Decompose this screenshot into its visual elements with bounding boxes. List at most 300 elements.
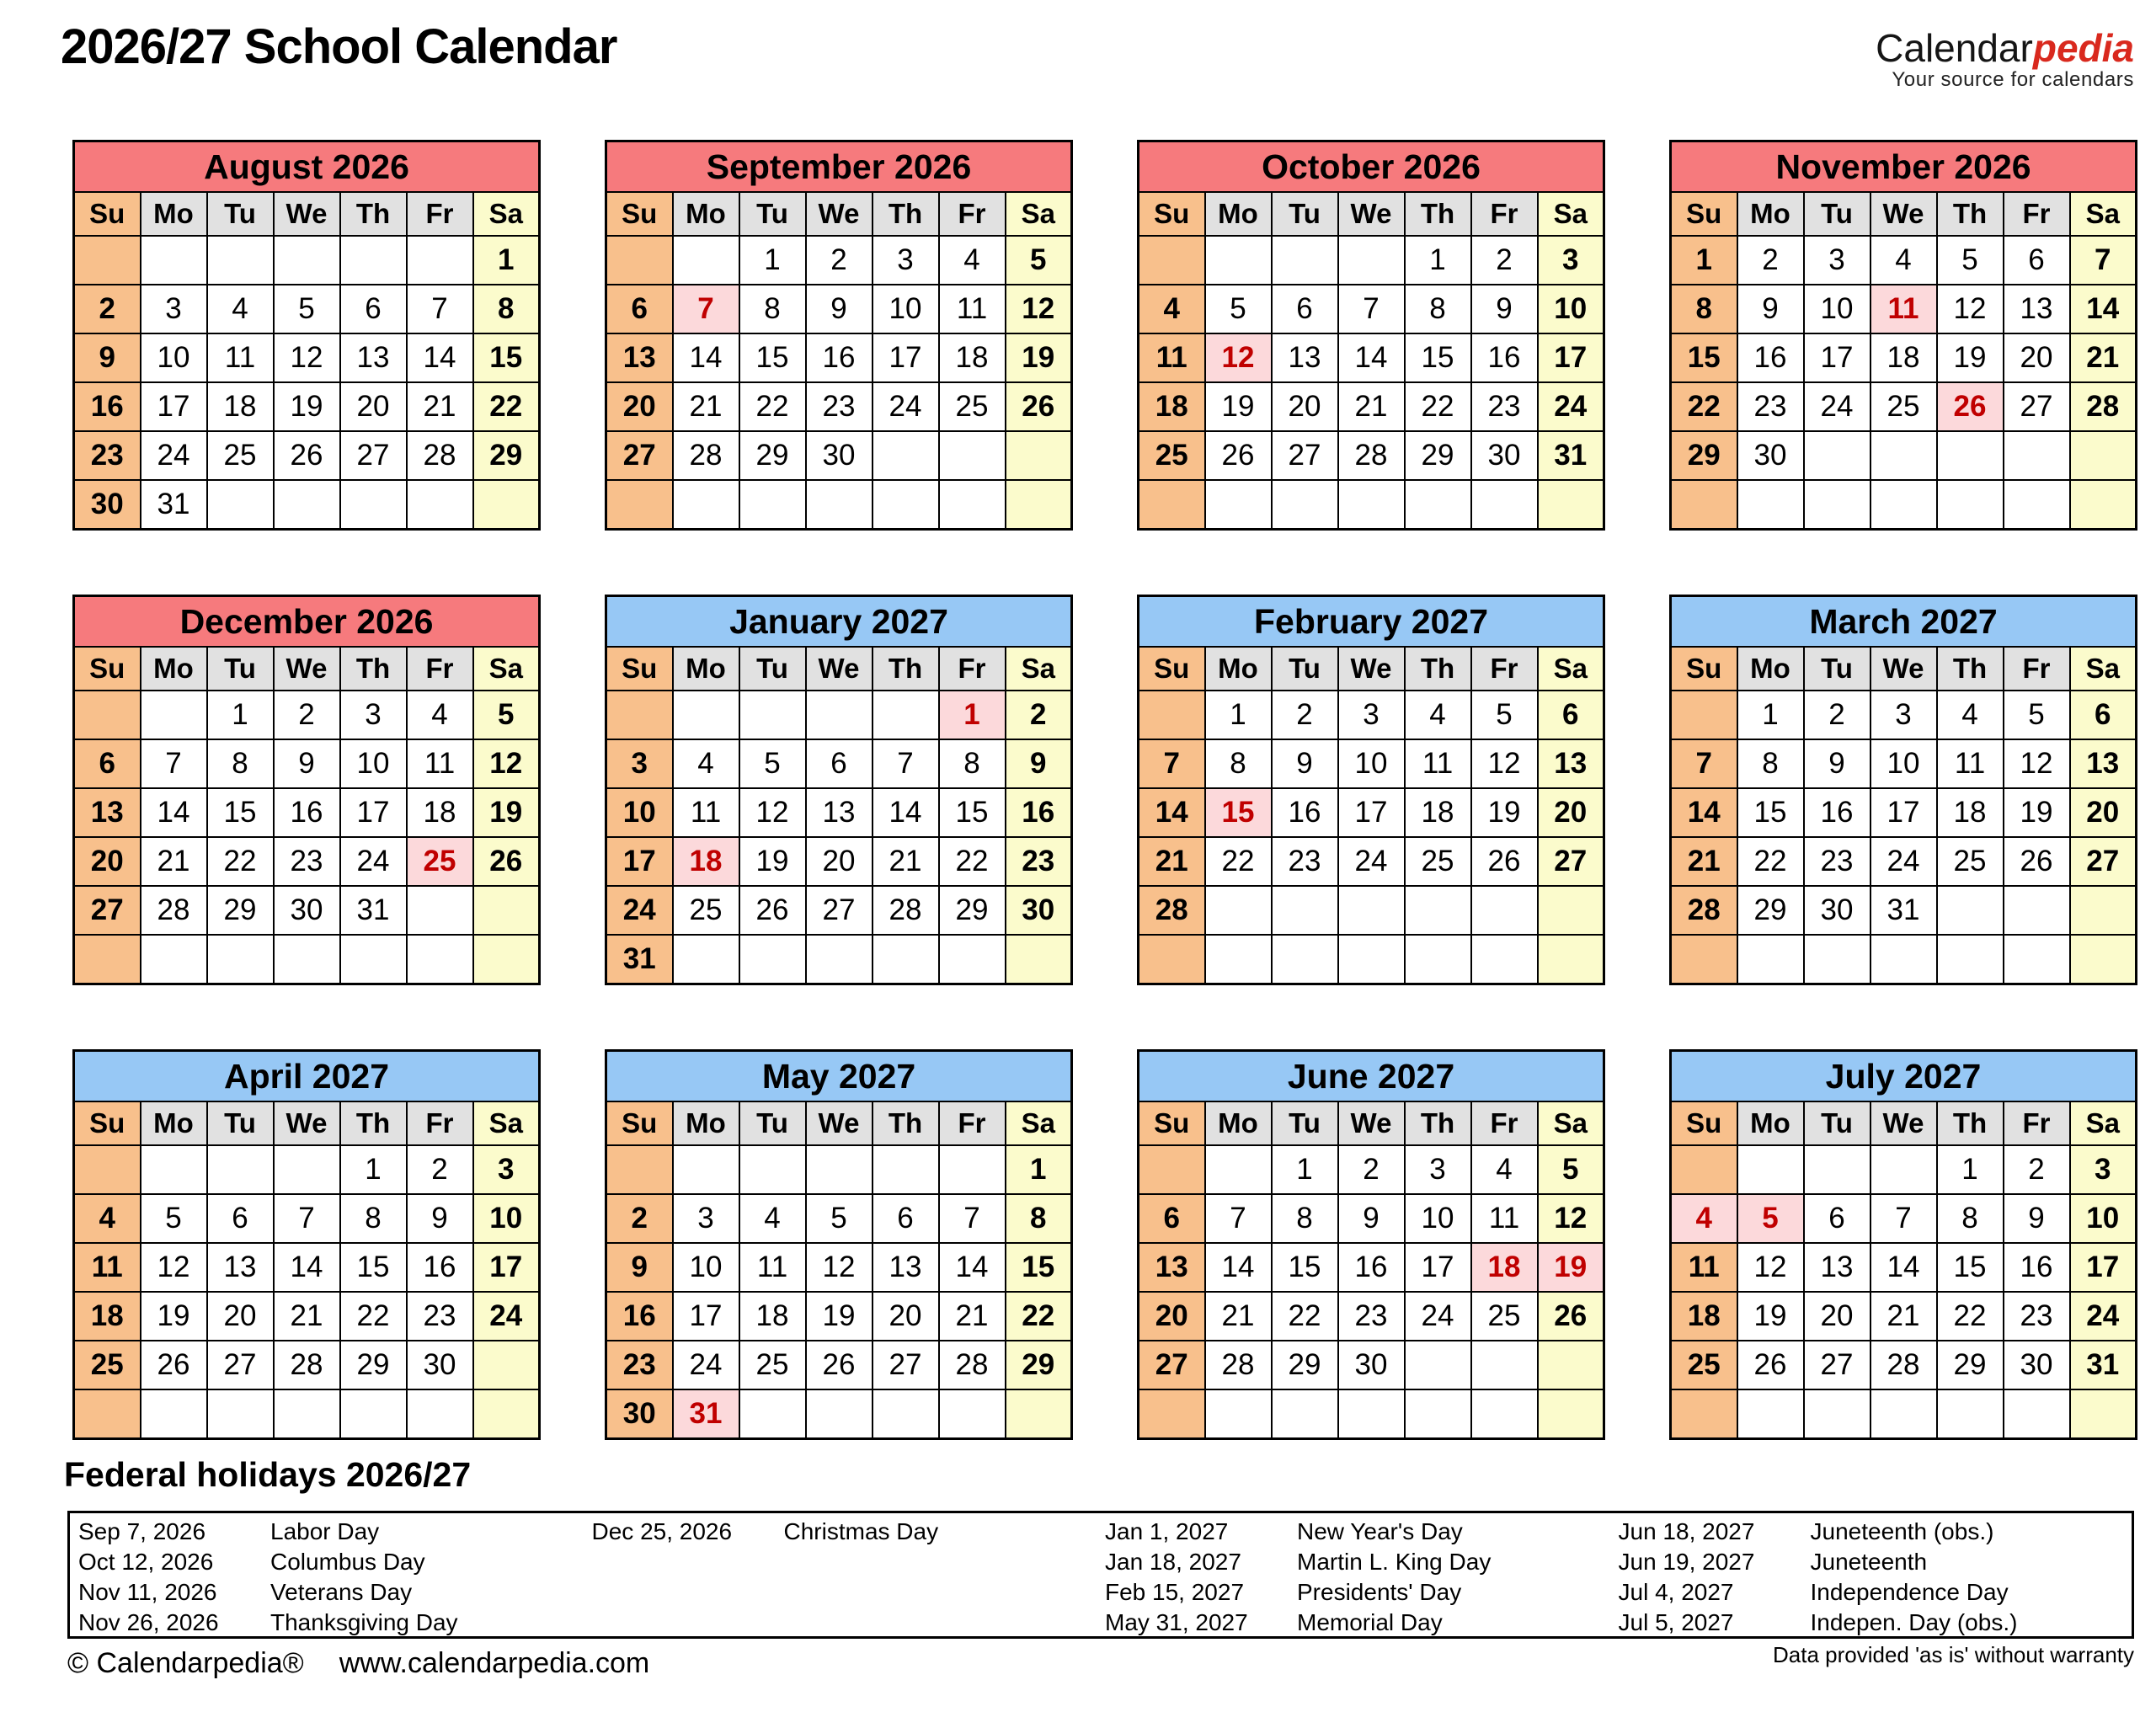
weekday-header-sa: Sa: [473, 647, 540, 691]
day-cell: 23: [407, 1292, 473, 1341]
holiday-name: Presidents' Day: [1297, 1579, 1462, 1605]
day-cell: 6: [340, 285, 407, 333]
month-february-2027: [1137, 595, 1605, 985]
empty-cell: [1139, 1145, 1205, 1194]
day-cell: 9: [1737, 285, 1804, 333]
day-cell: 5: [2004, 691, 2070, 739]
day-cell: 2: [74, 285, 141, 333]
holiday-date: Jun 18, 2027: [1618, 1518, 1755, 1544]
day-cell: 8: [207, 739, 274, 788]
day-cell: 12: [274, 333, 340, 382]
weekday-header-mo: Mo: [673, 192, 739, 236]
empty-cell: [407, 1389, 473, 1439]
empty-cell: [141, 691, 207, 739]
weekday-header-sa: Sa: [2070, 647, 2137, 691]
weekday-header-mo: Mo: [1205, 192, 1272, 236]
holiday-date: Sep 7, 2026: [78, 1518, 206, 1544]
empty-cell: [407, 480, 473, 530]
weekday-header-mo: Mo: [141, 192, 207, 236]
month-header: July 2027: [1671, 1051, 2137, 1102]
empty-cell: [1737, 480, 1804, 530]
holiday-name: Martin L. King Day: [1297, 1549, 1492, 1575]
empty-cell: [1737, 935, 1804, 984]
day-cell: 14: [407, 333, 473, 382]
day-cell: 7: [407, 285, 473, 333]
empty-cell: [1139, 236, 1205, 285]
holiday-entry: [1619, 1577, 2132, 1608]
day-cell: 25: [74, 1341, 141, 1389]
day-cell: 2: [1006, 691, 1072, 739]
holiday-entry: [1105, 1577, 1619, 1608]
day-cell: 3: [1538, 236, 1604, 285]
holiday-cell: 26: [1937, 382, 2004, 431]
day-cell: 8: [1205, 739, 1272, 788]
day-cell: 30: [606, 1389, 673, 1439]
empty-cell: [1405, 1389, 1471, 1439]
day-cell: 19: [1006, 333, 1072, 382]
day-cell: 19: [274, 382, 340, 431]
day-cell: 27: [340, 431, 407, 480]
day-cell: 17: [141, 382, 207, 431]
day-cell: 20: [1804, 1292, 1870, 1341]
day-cell: 16: [1338, 1243, 1405, 1292]
empty-cell: [1671, 691, 1737, 739]
day-cell: 7: [274, 1194, 340, 1243]
day-cell: 9: [1471, 285, 1538, 333]
day-cell: 14: [673, 333, 739, 382]
day-cell: 24: [1405, 1292, 1471, 1341]
day-cell: 11: [739, 1243, 806, 1292]
holiday-cell: 19: [1538, 1243, 1604, 1292]
day-cell: 23: [274, 837, 340, 886]
holiday-date: May 31, 2027: [1105, 1609, 1248, 1635]
day-cell: 1: [340, 1145, 407, 1194]
day-cell: 16: [2004, 1243, 2070, 1292]
empty-cell: [739, 1389, 806, 1439]
day-cell: 12: [739, 788, 806, 837]
day-cell: 22: [1671, 382, 1737, 431]
day-cell: 12: [806, 1243, 873, 1292]
day-cell: 18: [1870, 333, 1937, 382]
day-cell: 29: [1937, 1341, 2004, 1389]
day-cell: 9: [2004, 1194, 2070, 1243]
empty-cell: [2004, 480, 2070, 530]
day-cell: 28: [1338, 431, 1405, 480]
day-cell: 24: [1538, 382, 1604, 431]
weekday-header-th: Th: [1405, 192, 1471, 236]
day-cell: 1: [1671, 236, 1737, 285]
empty-cell: [806, 480, 873, 530]
day-cell: 12: [473, 739, 540, 788]
day-cell: 26: [739, 886, 806, 935]
day-cell: 1: [1006, 1145, 1072, 1194]
empty-cell: [1870, 1389, 1937, 1439]
day-cell: 16: [74, 382, 141, 431]
day-cell: 23: [1804, 837, 1870, 886]
day-cell: 9: [806, 285, 873, 333]
empty-cell: [1471, 480, 1538, 530]
day-cell: 27: [806, 886, 873, 935]
day-cell: 25: [1671, 1341, 1737, 1389]
month-header: March 2027: [1671, 596, 2137, 648]
weekday-header-sa: Sa: [2070, 192, 2137, 236]
day-cell: 31: [340, 886, 407, 935]
day-cell: 3: [1405, 1145, 1471, 1194]
weekday-header-we: We: [806, 192, 873, 236]
logo-wordmark: [1876, 27, 2134, 69]
day-cell: 29: [1405, 431, 1471, 480]
day-cell: 11: [1471, 1194, 1538, 1243]
copyright-text: © Calendarpedia®: [67, 1647, 304, 1679]
day-cell: 20: [1538, 788, 1604, 837]
day-cell: 20: [2070, 788, 2137, 837]
day-cell: 8: [1272, 1194, 1338, 1243]
empty-cell: [1272, 886, 1338, 935]
day-cell: 11: [1671, 1243, 1737, 1292]
day-cell: 2: [606, 1194, 673, 1243]
day-cell: 6: [1272, 285, 1338, 333]
website-link[interactable]: www.calendarpedia.com: [339, 1647, 650, 1679]
federal-holidays-title: Federal holidays 2026/27: [64, 1455, 472, 1494]
day-cell: 10: [2070, 1194, 2137, 1243]
day-cell: 8: [1671, 285, 1737, 333]
holiday-cell: 18: [1471, 1243, 1538, 1292]
empty-cell: [2004, 1389, 2070, 1439]
day-cell: 13: [1139, 1243, 1205, 1292]
empty-cell: [1205, 236, 1272, 285]
day-cell: 8: [473, 285, 540, 333]
empty-cell: [939, 431, 1006, 480]
day-cell: 5: [1538, 1145, 1604, 1194]
month-header: September 2026: [606, 141, 1072, 193]
weekday-header-tu: Tu: [1804, 192, 1870, 236]
day-cell: 25: [673, 886, 739, 935]
day-cell: 2: [1737, 236, 1804, 285]
empty-cell: [141, 1389, 207, 1439]
day-cell: 21: [1338, 382, 1405, 431]
weekday-header-we: We: [1338, 647, 1405, 691]
day-cell: 19: [1471, 788, 1538, 837]
day-cell: 19: [806, 1292, 873, 1341]
day-cell: 30: [1006, 886, 1072, 935]
day-cell: 20: [1139, 1292, 1205, 1341]
holiday-name: Christmas Day: [783, 1518, 939, 1544]
empty-cell: [2070, 1389, 2137, 1439]
holiday-name: Juneteenth: [1810, 1549, 1928, 1575]
day-cell: 18: [939, 333, 1006, 382]
empty-cell: [1006, 431, 1072, 480]
day-cell: 22: [1737, 837, 1804, 886]
weekday-header-mo: Mo: [673, 1101, 739, 1145]
day-cell: 13: [1804, 1243, 1870, 1292]
weekday-header-fr: Fr: [1471, 192, 1538, 236]
day-cell: 30: [407, 1341, 473, 1389]
weekday-header-th: Th: [873, 647, 939, 691]
day-cell: 18: [1139, 382, 1205, 431]
day-cell: 3: [340, 691, 407, 739]
day-cell: 29: [1272, 1341, 1338, 1389]
empty-cell: [1338, 935, 1405, 984]
empty-cell: [274, 935, 340, 984]
day-cell: 23: [806, 382, 873, 431]
day-cell: 12: [141, 1243, 207, 1292]
holiday-name: Veterans Day: [270, 1579, 413, 1605]
day-cell: 23: [2004, 1292, 2070, 1341]
day-cell: 15: [939, 788, 1006, 837]
day-cell: 15: [1405, 333, 1471, 382]
day-cell: 3: [1804, 236, 1870, 285]
day-cell: 21: [939, 1292, 1006, 1341]
day-cell: 20: [207, 1292, 274, 1341]
day-cell: 28: [939, 1341, 1006, 1389]
day-cell: 21: [1205, 1292, 1272, 1341]
day-cell: 10: [673, 1243, 739, 1292]
day-cell: 31: [1870, 886, 1937, 935]
holiday-entry: [1105, 1517, 1619, 1547]
day-cell: 22: [1937, 1292, 2004, 1341]
day-cell: 4: [407, 691, 473, 739]
month-header: February 2027: [1139, 596, 1604, 648]
day-cell: 23: [1006, 837, 1072, 886]
weekday-header-sa: Sa: [1006, 647, 1072, 691]
day-cell: 29: [1737, 886, 1804, 935]
day-cell: 13: [1538, 739, 1604, 788]
holiday-date: Jul 4, 2027: [1618, 1579, 1734, 1605]
day-cell: 16: [806, 333, 873, 382]
day-cell: 9: [274, 739, 340, 788]
day-cell: 23: [74, 431, 141, 480]
holiday-cell: 31: [673, 1389, 739, 1439]
holiday-column: [1105, 1517, 1619, 1638]
empty-cell: [1338, 236, 1405, 285]
day-cell: 17: [2070, 1243, 2137, 1292]
weekday-header-su: Su: [1139, 1101, 1205, 1145]
day-cell: 4: [207, 285, 274, 333]
day-cell: 2: [1338, 1145, 1405, 1194]
day-cell: 4: [939, 236, 1006, 285]
day-cell: 24: [606, 886, 673, 935]
day-cell: 6: [606, 285, 673, 333]
day-cell: 20: [806, 837, 873, 886]
day-cell: 15: [1671, 333, 1737, 382]
holiday-date: Jan 18, 2027: [1105, 1549, 1241, 1575]
day-cell: 16: [407, 1243, 473, 1292]
day-cell: 7: [1205, 1194, 1272, 1243]
day-cell: 15: [1737, 788, 1804, 837]
weekday-header-mo: Mo: [1737, 647, 1804, 691]
weekday-header-sa: Sa: [1006, 192, 1072, 236]
day-cell: 26: [1538, 1292, 1604, 1341]
month-header: June 2027: [1139, 1051, 1604, 1102]
day-cell: 5: [806, 1194, 873, 1243]
holiday-name: New Year's Day: [1297, 1518, 1463, 1544]
weekday-header-fr: Fr: [407, 647, 473, 691]
day-cell: 8: [1006, 1194, 1072, 1243]
day-cell: 6: [1804, 1194, 1870, 1243]
empty-cell: [1538, 480, 1604, 530]
day-cell: 7: [1338, 285, 1405, 333]
month-november-2026: [1669, 140, 2137, 531]
day-cell: 21: [141, 837, 207, 886]
day-cell: 15: [473, 333, 540, 382]
empty-cell: [1937, 935, 2004, 984]
weekday-header-sa: Sa: [473, 192, 540, 236]
day-cell: 7: [873, 739, 939, 788]
day-cell: 21: [2070, 333, 2137, 382]
day-cell: 21: [407, 382, 473, 431]
day-cell: 30: [1338, 1341, 1405, 1389]
day-cell: 31: [606, 935, 673, 984]
empty-cell: [1804, 1389, 1870, 1439]
day-cell: 21: [873, 837, 939, 886]
weekday-header-we: We: [806, 647, 873, 691]
day-cell: 14: [939, 1243, 1006, 1292]
day-cell: 14: [141, 788, 207, 837]
empty-cell: [340, 480, 407, 530]
holiday-entry: [592, 1517, 1106, 1547]
weekday-header-th: Th: [1405, 647, 1471, 691]
empty-cell: [1804, 1145, 1870, 1194]
weekday-header-we: We: [1338, 1101, 1405, 1145]
day-cell: 11: [407, 739, 473, 788]
day-cell: 24: [873, 382, 939, 431]
day-cell: 28: [2070, 382, 2137, 431]
weekday-header-su: Su: [606, 1101, 673, 1145]
day-cell: 6: [2004, 236, 2070, 285]
empty-cell: [939, 935, 1006, 984]
empty-cell: [1538, 1341, 1604, 1389]
day-cell: 9: [74, 333, 141, 382]
holiday-entry: [78, 1608, 592, 1638]
empty-cell: [141, 236, 207, 285]
empty-cell: [473, 886, 540, 935]
weekday-header-su: Su: [74, 647, 141, 691]
empty-cell: [1272, 480, 1338, 530]
day-cell: 30: [1804, 886, 1870, 935]
weekday-header-mo: Mo: [673, 647, 739, 691]
empty-cell: [74, 935, 141, 984]
day-cell: 7: [141, 739, 207, 788]
day-cell: 22: [1405, 382, 1471, 431]
day-cell: 13: [340, 333, 407, 382]
weekday-header-mo: Mo: [141, 647, 207, 691]
empty-cell: [1006, 480, 1072, 530]
empty-cell: [2070, 886, 2137, 935]
day-cell: 30: [2004, 1341, 2070, 1389]
weekday-header-fr: Fr: [407, 192, 473, 236]
day-cell: 13: [1272, 333, 1338, 382]
holiday-entry: [1619, 1517, 2132, 1547]
weekday-header-fr: Fr: [1471, 1101, 1538, 1145]
empty-cell: [1205, 1145, 1272, 1194]
empty-cell: [2004, 935, 2070, 984]
day-cell: 10: [340, 739, 407, 788]
day-cell: 3: [873, 236, 939, 285]
empty-cell: [2004, 431, 2070, 480]
empty-cell: [473, 1341, 540, 1389]
holiday-cell: 7: [673, 285, 739, 333]
day-cell: 10: [873, 285, 939, 333]
empty-cell: [1737, 1145, 1804, 1194]
weekday-header-tu: Tu: [739, 192, 806, 236]
day-cell: 6: [2070, 691, 2137, 739]
empty-cell: [274, 1389, 340, 1439]
day-cell: 9: [1338, 1194, 1405, 1243]
day-cell: 21: [274, 1292, 340, 1341]
day-cell: 3: [1338, 691, 1405, 739]
weekday-header-su: Su: [1671, 1101, 1737, 1145]
empty-cell: [1671, 935, 1737, 984]
day-cell: 5: [1471, 691, 1538, 739]
page-title: 2026/27 School Calendar: [61, 19, 617, 74]
day-cell: 26: [1737, 1341, 1804, 1389]
day-cell: 11: [207, 333, 274, 382]
day-cell: 22: [739, 382, 806, 431]
day-cell: 7: [939, 1194, 1006, 1243]
holiday-entry: [1619, 1547, 2132, 1577]
day-cell: 5: [1006, 236, 1072, 285]
empty-cell: [673, 236, 739, 285]
day-cell: 24: [1338, 837, 1405, 886]
day-cell: 22: [1205, 837, 1272, 886]
day-cell: 25: [1471, 1292, 1538, 1341]
day-cell: 28: [673, 431, 739, 480]
day-cell: 14: [1870, 1243, 1937, 1292]
month-header: October 2026: [1139, 141, 1604, 193]
empty-cell: [274, 1145, 340, 1194]
day-cell: 15: [1006, 1243, 1072, 1292]
empty-cell: [1272, 236, 1338, 285]
empty-cell: [74, 1389, 141, 1439]
weekday-header-su: Su: [74, 1101, 141, 1145]
weekday-header-tu: Tu: [1272, 647, 1338, 691]
empty-cell: [274, 236, 340, 285]
day-cell: 24: [1804, 382, 1870, 431]
empty-cell: [873, 691, 939, 739]
empty-cell: [739, 935, 806, 984]
day-cell: 8: [340, 1194, 407, 1243]
day-cell: 16: [606, 1292, 673, 1341]
day-cell: 11: [673, 788, 739, 837]
empty-cell: [606, 480, 673, 530]
empty-cell: [1870, 935, 1937, 984]
empty-cell: [739, 480, 806, 530]
day-cell: 4: [739, 1194, 806, 1243]
day-cell: 19: [141, 1292, 207, 1341]
day-cell: 29: [739, 431, 806, 480]
empty-cell: [1006, 1389, 1072, 1439]
day-cell: 22: [473, 382, 540, 431]
day-cell: 10: [1405, 1194, 1471, 1243]
weekday-header-we: We: [806, 1101, 873, 1145]
empty-cell: [1205, 480, 1272, 530]
day-cell: 21: [673, 382, 739, 431]
empty-cell: [407, 935, 473, 984]
weekday-header-tu: Tu: [1272, 1101, 1338, 1145]
day-cell: 8: [1737, 739, 1804, 788]
day-cell: 30: [74, 480, 141, 530]
empty-cell: [806, 1389, 873, 1439]
holiday-name: Labor Day: [270, 1518, 380, 1544]
day-cell: 5: [274, 285, 340, 333]
holiday-date: Oct 12, 2026: [78, 1549, 214, 1575]
day-cell: 31: [2070, 1341, 2137, 1389]
empty-cell: [1737, 1389, 1804, 1439]
day-cell: 13: [74, 788, 141, 837]
empty-cell: [606, 236, 673, 285]
day-cell: 24: [340, 837, 407, 886]
day-cell: 31: [141, 480, 207, 530]
